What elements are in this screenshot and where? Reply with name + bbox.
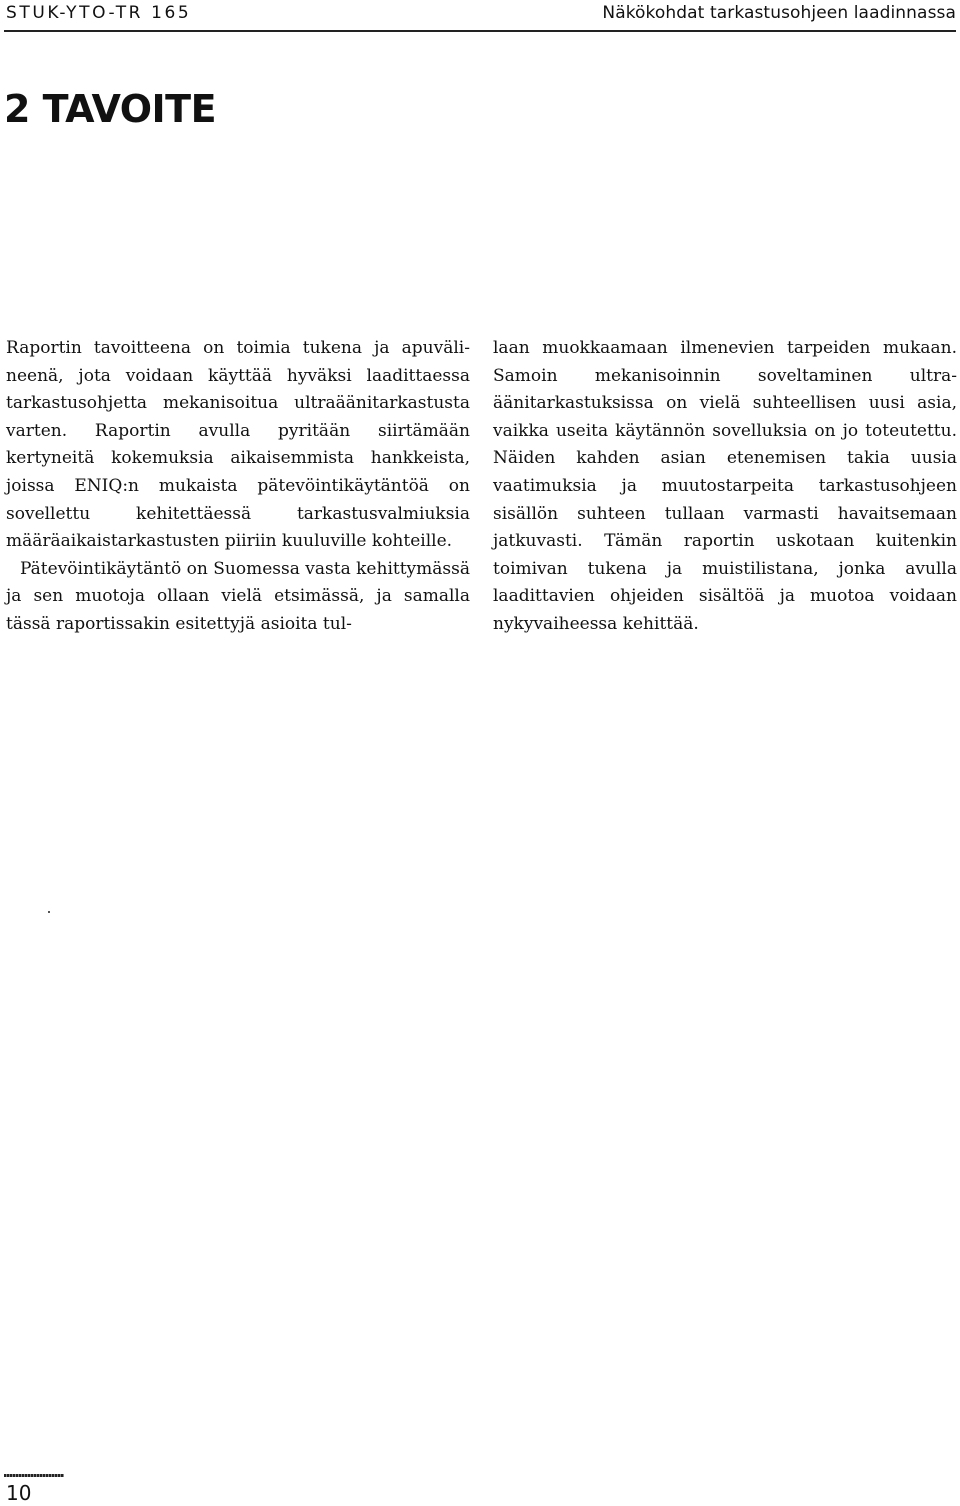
body-column-right bbox=[493, 335, 957, 639]
body-column-left bbox=[6, 335, 470, 639]
running-head bbox=[6, 0, 956, 30]
section-running-title: Näkökohdat tarkastusohjeen laadinnassa bbox=[602, 3, 956, 23]
page-number: 10 bbox=[6, 1481, 32, 1505]
chapter-heading: 2 TAVOITE bbox=[4, 87, 217, 131]
report-series-code: STUK-YTO-TR 165 bbox=[6, 3, 192, 23]
scan-speck bbox=[48, 911, 50, 913]
paragraph-purpose: Raportin tavoitteena on toimia tukena ja apuvälineenä, jota voidaan käyttää hyväksi laadittaessa tarkastusohjetta mekanisoitua ultraäänitarkastusta varten. Raportin avulla pyritään siirtämään kertyneitä kokemuksia aikaisemmista hankkeista, joissa ENIQ:n mukaista pätevöintikäytäntöä on sovellettu kehitettäessä tarkastusvalmiuksia määräaikaistarkastusten piiriin kuuluville kohteille. bbox=[6, 338, 470, 552]
paragraph-continuation: laan muokkaamaan ilmenevien tarpeiden mukaan. Samoin mekanisoinnin soveltaminen ultraäänitarkastuksissa on vielä suhteellisen uusi asia, vaikka useita käytännön sovelluksia on jo toteutettu. Näiden kahden asian etenemisen takia uusia vaatimuksia ja muutostarpeita tarkastusohjeen sisällön suhteen tullaan varmasti havaitsemaan jatkuvasti. Tämän raportin uskotaan kuitenkin toimivan tukena ja muistilistana, jonka avulla laadittavien ohjeiden sisältöä ja muotoa voidaan nykyvaiheessa kehittää. bbox=[493, 338, 957, 634]
paragraph-qualification-practice: Pätevöintikäytäntö on Suomessa vasta kehittymässä ja sen muotoja ollaan vielä etsimässä, ja samalla tässä raportissakin esitettyjä asioita tul- bbox=[6, 558, 470, 634]
header-rule bbox=[4, 30, 956, 32]
page-number-bar bbox=[4, 1474, 64, 1477]
